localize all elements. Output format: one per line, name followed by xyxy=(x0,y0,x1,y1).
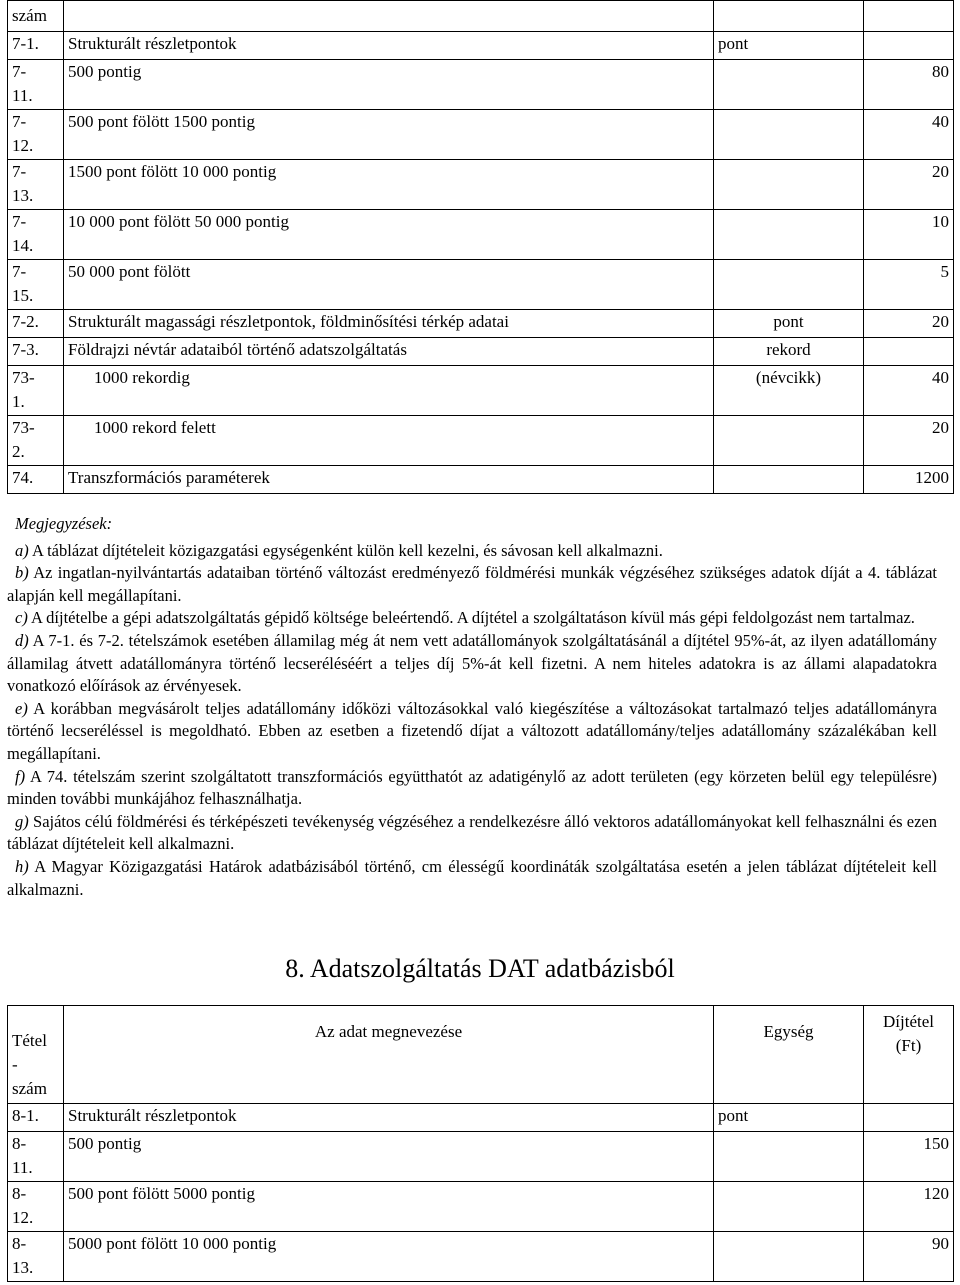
item-name: 500 pont fölött 1500 pontig xyxy=(64,110,714,160)
item-fee: 1200 xyxy=(864,466,954,494)
item-name: 1000 rekord felett xyxy=(64,416,714,466)
note-label: d) xyxy=(15,630,29,650)
item-unit xyxy=(714,416,864,466)
table-row xyxy=(8,32,954,60)
notes-section xyxy=(7,513,937,901)
item-name: Strukturált részletpontok xyxy=(64,1104,714,1132)
item-number: 7- 14. xyxy=(8,210,64,260)
item-number: 7-1. xyxy=(8,32,64,60)
table-header-fragment-row xyxy=(8,1,954,32)
table-row xyxy=(8,416,954,466)
table-row xyxy=(8,110,954,160)
table-row xyxy=(8,366,954,416)
notes-heading: Megjegyzések: xyxy=(15,514,113,533)
table-row xyxy=(8,1104,954,1132)
note-label: c) xyxy=(15,608,28,628)
item-fee xyxy=(864,1104,954,1132)
note-text: Az ingatlan-nyilvántartás adataiban történő változást eredményező földmérési munkák végzéséhez szükséges adatok díját a 4. táblázat alapján kell megállapítani. xyxy=(7,563,937,605)
note-label: f) xyxy=(15,766,26,786)
item-number: 7- 11. xyxy=(8,60,64,110)
header-fragment: szám xyxy=(8,1,64,32)
note-label: h) xyxy=(15,856,29,876)
item-name: Strukturált magassági részletpontok, földminősítési térkép adatai xyxy=(64,310,714,338)
item-number: 7-2. xyxy=(8,310,64,338)
item-fee: 40 xyxy=(864,366,954,416)
item-unit: pont xyxy=(714,1104,864,1132)
note-label: b) xyxy=(15,563,29,583)
note-label: a) xyxy=(15,540,29,560)
item-fee: 80 xyxy=(864,60,954,110)
item-number: 74. xyxy=(8,466,64,494)
item-unit xyxy=(714,260,864,310)
note-item xyxy=(7,607,937,630)
item-fee xyxy=(864,32,954,60)
item-fee: 20 xyxy=(864,310,954,338)
item-number: 7- 12. xyxy=(8,110,64,160)
item-name: Transzformációs paraméterek xyxy=(64,466,714,494)
item-unit xyxy=(714,160,864,210)
item-name: 50 000 pont fölött xyxy=(64,260,714,310)
item-number: 8- 12. xyxy=(8,1182,64,1232)
item-number: 73- 2. xyxy=(8,416,64,466)
item-name: 500 pontig xyxy=(64,60,714,110)
item-name: 1500 pont fölött 10 000 pontig xyxy=(64,160,714,210)
item-fee: 20 xyxy=(864,416,954,466)
table-row xyxy=(8,1232,954,1282)
item-name: Földrajzi névtár adataiból történő adatszolgáltatás xyxy=(64,338,714,366)
table-header-row xyxy=(8,1006,954,1104)
item-fee: 150 xyxy=(864,1132,954,1182)
item-number: 7- 13. xyxy=(8,160,64,210)
note-item xyxy=(7,811,937,856)
item-number: 8-1. xyxy=(8,1104,64,1132)
table-row xyxy=(8,260,954,310)
item-unit: pont xyxy=(714,310,864,338)
item-name: 1000 rekordig xyxy=(64,366,714,416)
note-text: A díjtételbe a gépi adatszolgáltatás gépidő költsége beleértendő. A díjtétel a szolgáltatáson kívül más gépi feldolgozást nem tartalmaz. xyxy=(31,608,915,628)
item-fee: 10 xyxy=(864,210,954,260)
table-row xyxy=(8,210,954,260)
item-number: 7- 15. xyxy=(8,260,64,310)
table-8 xyxy=(7,1005,954,1282)
note-text: A 74. tételszám szerint szolgáltatott transzformációs együtthatót az adatigénylő az adott területen (egy körzeten belül egy településre) minden további munkájához felhasználhatja. xyxy=(7,766,937,809)
header-item-name: Az adat megnevezése xyxy=(64,1006,714,1104)
item-fee: 20 xyxy=(864,160,954,210)
item-name: 5000 pont fölött 10 000 pontig xyxy=(64,1232,714,1282)
item-unit xyxy=(714,110,864,160)
table-row xyxy=(8,1182,954,1232)
header-unit: Egység xyxy=(714,1006,864,1104)
note-text: A táblázat díjtételeit közigazgatási egységenként külön kell kezelni, és sávosan kell alkalmazni. xyxy=(31,540,663,560)
item-fee: 90 xyxy=(864,1232,954,1282)
item-unit xyxy=(714,60,864,110)
note-item xyxy=(7,630,937,698)
header-fee: Díjtétel (Ft) xyxy=(864,1006,954,1104)
note-item xyxy=(7,562,937,607)
item-unit xyxy=(714,210,864,260)
item-unit: pont xyxy=(714,32,864,60)
note-item xyxy=(7,540,937,563)
item-fee: 120 xyxy=(864,1182,954,1232)
note-item xyxy=(7,698,937,766)
item-fee xyxy=(864,338,954,366)
note-item xyxy=(7,766,937,811)
table-row xyxy=(8,338,954,366)
note-label: g) xyxy=(15,811,29,831)
item-number: 8- 11. xyxy=(8,1132,64,1182)
note-text: A korábban megvásárolt teljes adatállomány időközi változásokkal való kiegészítése a változásokat tartalmazó teljes adatállományra történő lecseréléssel is megoldható. Ebben az esetben a fizetendő díjat a változott adatállomány/teljes adatállomány százalékában kell megállapítani. xyxy=(7,698,937,763)
item-number: 73- 1. xyxy=(8,366,64,416)
note-text: Sajátos célú földmérési és térképészeti tevékenység végzéséhez a rendelkezésre álló vektoros adatállományokat kell felhasználni és ezen táblázat díjtételeit kell alkalmazni. xyxy=(7,811,938,854)
table-row xyxy=(8,310,954,338)
item-number: 7-3. xyxy=(8,338,64,366)
item-unit: (névcikk) xyxy=(714,366,864,416)
item-unit xyxy=(714,1232,864,1282)
table-7 xyxy=(7,0,954,494)
note-item xyxy=(7,856,937,901)
table-row xyxy=(8,466,954,494)
table-row xyxy=(8,160,954,210)
item-unit xyxy=(714,1182,864,1232)
note-text: A 7-1. és 7-2. tételszámok esetében államilag még át nem vett adatállományok szolgáltatásánál a díjtétel 95%-át, az ilyen adatállomány államilag átvett adatállományra történő lecseréléséért a teljes díj 5%-át kell fizetni. A nem hiteles adatokra is az állami alapadatokra vonatkozó előírások az érvényesek. xyxy=(7,630,938,696)
item-unit xyxy=(714,1132,864,1182)
item-unit xyxy=(714,466,864,494)
table-row xyxy=(8,1132,954,1182)
section-title: 8. Adatszolgáltatás DAT adatbázisból xyxy=(285,954,675,983)
header-item-number: Tétel - szám xyxy=(8,1006,64,1104)
item-name: Strukturált részletpontok xyxy=(64,32,714,60)
note-text: A Magyar Közigazgatási Határok adatbázisából történő, cm élességű koordináták szolgáltatása esetén a jelen táblázat díjtételeit kell alkalmazni. xyxy=(7,856,937,899)
item-unit: rekord xyxy=(714,338,864,366)
item-name: 10 000 pont fölött 50 000 pontig xyxy=(64,210,714,260)
note-label: e) xyxy=(15,698,28,718)
item-number: 8- 13. xyxy=(8,1232,64,1282)
item-fee: 5 xyxy=(864,260,954,310)
table-row xyxy=(8,60,954,110)
item-fee: 40 xyxy=(864,110,954,160)
item-name: 500 pontig xyxy=(64,1132,714,1182)
item-name: 500 pont fölött 5000 pontig xyxy=(64,1182,714,1232)
